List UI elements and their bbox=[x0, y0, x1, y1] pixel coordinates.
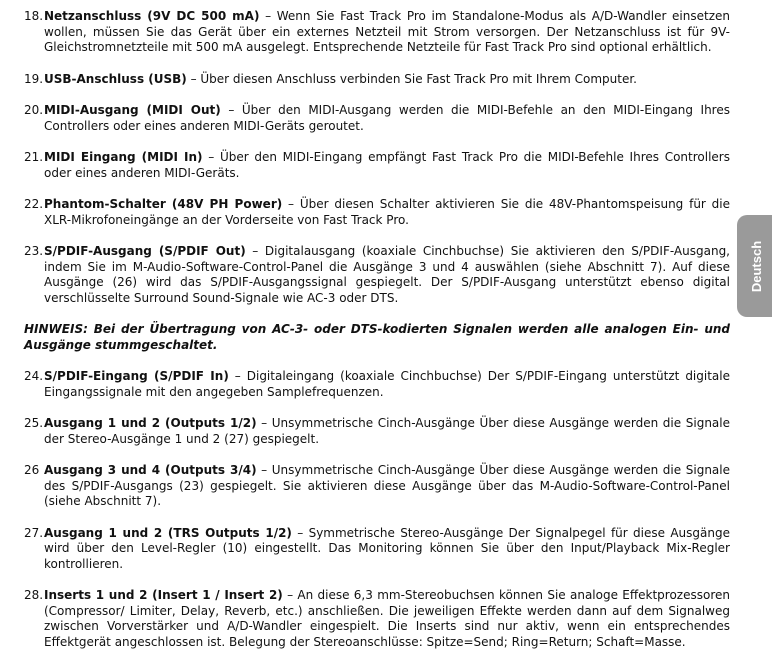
item-description: – Digitaleingang (koaxiale Cinchbuchse) Der S/PDIF-Eingang unterstützt digitale Eingangssignale mit den angegeben Samplefrequenzen. bbox=[44, 369, 730, 399]
item-number: 24. bbox=[24, 369, 44, 383]
item-description: – Über diesen Anschluss verbinden Sie Fast Track Pro mit Ihrem Computer. bbox=[186, 71, 637, 86]
language-tab-label: Deutsch bbox=[749, 240, 765, 292]
language-tab bbox=[737, 215, 772, 317]
item-title: Ausgang 1 und 2 (TRS Outputs 1/2) bbox=[44, 525, 292, 540]
item-text bbox=[44, 197, 730, 228]
item-number: 25. bbox=[24, 416, 44, 430]
item-text bbox=[44, 526, 730, 573]
list-item bbox=[24, 197, 730, 228]
item-title: Ausgang 1 und 2 (Outputs 1/2) bbox=[44, 416, 257, 430]
item-description: – Digitalausgang (koaxiale Cinchbuchse) Sie aktivieren den S/PDIF-Ausgang, indem Sie im M-Audio-Software-Control-Panel die Ausgänge 3 und 4 auswählen (siehe Abschnitt 7). Auf diese Ausgänge (26) wird das S/PDIF-Ausgangssignal gespiegelt. Der S/PDIF-Ausgang unterstützt ebenso digital verschlüsselte Surround Sound-Signale wie AC-3 oder DTS. bbox=[44, 244, 730, 305]
item-text bbox=[44, 369, 730, 400]
item-description: – Über den MIDI-Eingang empfängt Fast Track Pro die MIDI-Befehle Ihres Controllers oder eines anderen MIDI-Geräts. bbox=[44, 150, 730, 180]
item-description: – Symmetrische Stereo-Ausgänge Der Signalpegel für diese Ausgänge wird über den Level-Regler (10) eingestellt. Das Monitoring können Sie über den Input/Playback Mix-Regler kontrollieren. bbox=[44, 525, 730, 571]
list-item bbox=[24, 588, 730, 650]
item-description: – Unsymmetrische Cinch-Ausgänge Über diese Ausgänge werden die Signale der Stereo-Ausgänge 1 und 2 (27) gespiegelt. bbox=[44, 416, 730, 446]
hint-note: HINWEIS: Bei der Übertragung von AC-3- oder DTS-kodierten Signalen werden alle analogen Ein- und Ausgänge stummgeschaltet. bbox=[24, 322, 730, 352]
item-title: USB-Anschluss (USB) bbox=[44, 71, 187, 86]
item-number: 23. bbox=[24, 244, 44, 258]
item-description: – An diese 6,3 mm-Stereobuchsen können Sie analoge Effektprozessoren (Compressor/ Limiter, Delay, Reverb, etc.) anschließen. Die jeweiligen Effekte werden dann auf dem Signalweg zwischen Vorverstärker und A/D-Wandler eingespielt. Die Inserts sind nur aktiv, wenn ein entsprechendes Effektgerät angeschlossen ist. Belegung der Stereoanschlüsse: Spitze=Send; Ring=Return; Schaft=Masse. bbox=[44, 588, 730, 649]
item-title: Inserts 1 und 2 (Insert 1 / Insert 2) bbox=[44, 588, 283, 602]
item-number: 28. bbox=[24, 588, 44, 602]
list-item bbox=[24, 244, 730, 306]
item-number: 20. bbox=[24, 103, 44, 117]
item-number: 18. bbox=[24, 9, 44, 23]
item-text bbox=[44, 244, 730, 306]
item-number: 22. bbox=[24, 197, 44, 211]
list-item bbox=[24, 369, 730, 400]
item-description: – Über den MIDI-Ausgang werden die MIDI-Befehle an den MIDI-Eingang Ihres Controllers oder eines anderen MIDI-Geräts geroutet. bbox=[44, 103, 730, 133]
item-number: 27. bbox=[24, 525, 44, 540]
item-title: Netzanschluss (9V DC 500 mA) bbox=[44, 9, 260, 23]
item-number: 19. bbox=[24, 71, 44, 86]
manual-page bbox=[24, 9, 730, 666]
item-text bbox=[44, 9, 730, 56]
item-title: MIDI Eingang (MIDI In) bbox=[44, 150, 203, 164]
item-text bbox=[44, 588, 730, 650]
item-text bbox=[44, 150, 730, 181]
item-description: – Wenn Sie Fast Track Pro im Standalone-Modus als A/D-Wandler einsetzen wollen, müssen Sie das Gerät über ein externes Netzteil mit Strom versorgen. Der Netzanschluss ist für 9V-Gleichstromnetzteile mit 500 mA ausgelegt. Entsprechende Netzteile für Fast Track Pro sind optional erhältlich. bbox=[44, 9, 730, 54]
item-title: Ausgang 3 und 4 (Outputs 3/4) bbox=[44, 463, 257, 477]
list-item bbox=[24, 72, 730, 88]
list-item bbox=[24, 150, 730, 181]
item-description: – Unsymmetrische Cinch-Ausgänge Über diese Ausgänge werden die Signale des S/PDIF-Ausgangs (23) gespiegelt. Sie aktivieren diese Ausgänge über das M-Audio-Software-Control-Panel (siehe Abschnitt 7). bbox=[44, 463, 730, 508]
item-title: Phantom-Schalter (48V PH Power) bbox=[44, 197, 283, 211]
list-item bbox=[24, 103, 730, 134]
list-item bbox=[24, 463, 730, 510]
item-text bbox=[44, 463, 730, 510]
list-item bbox=[24, 416, 730, 447]
item-text bbox=[44, 416, 730, 447]
item-title: S/PDIF-Ausgang (S/PDIF Out) bbox=[44, 244, 246, 258]
item-title: MIDI-Ausgang (MIDI Out) bbox=[44, 103, 221, 117]
list-item bbox=[24, 526, 730, 573]
item-description: – Über diesen Schalter aktivieren Sie die 48V-Phantomspeisung für die XLR-Mikrofoneingänge an der Vorderseite von Fast Track Pro. bbox=[44, 197, 730, 227]
list-item bbox=[24, 9, 730, 56]
item-title: S/PDIF-Eingang (S/PDIF In) bbox=[44, 369, 229, 383]
item-text bbox=[44, 72, 730, 88]
item-number: 26 bbox=[24, 463, 40, 477]
item-number: 21. bbox=[24, 150, 44, 164]
item-text bbox=[44, 103, 730, 134]
